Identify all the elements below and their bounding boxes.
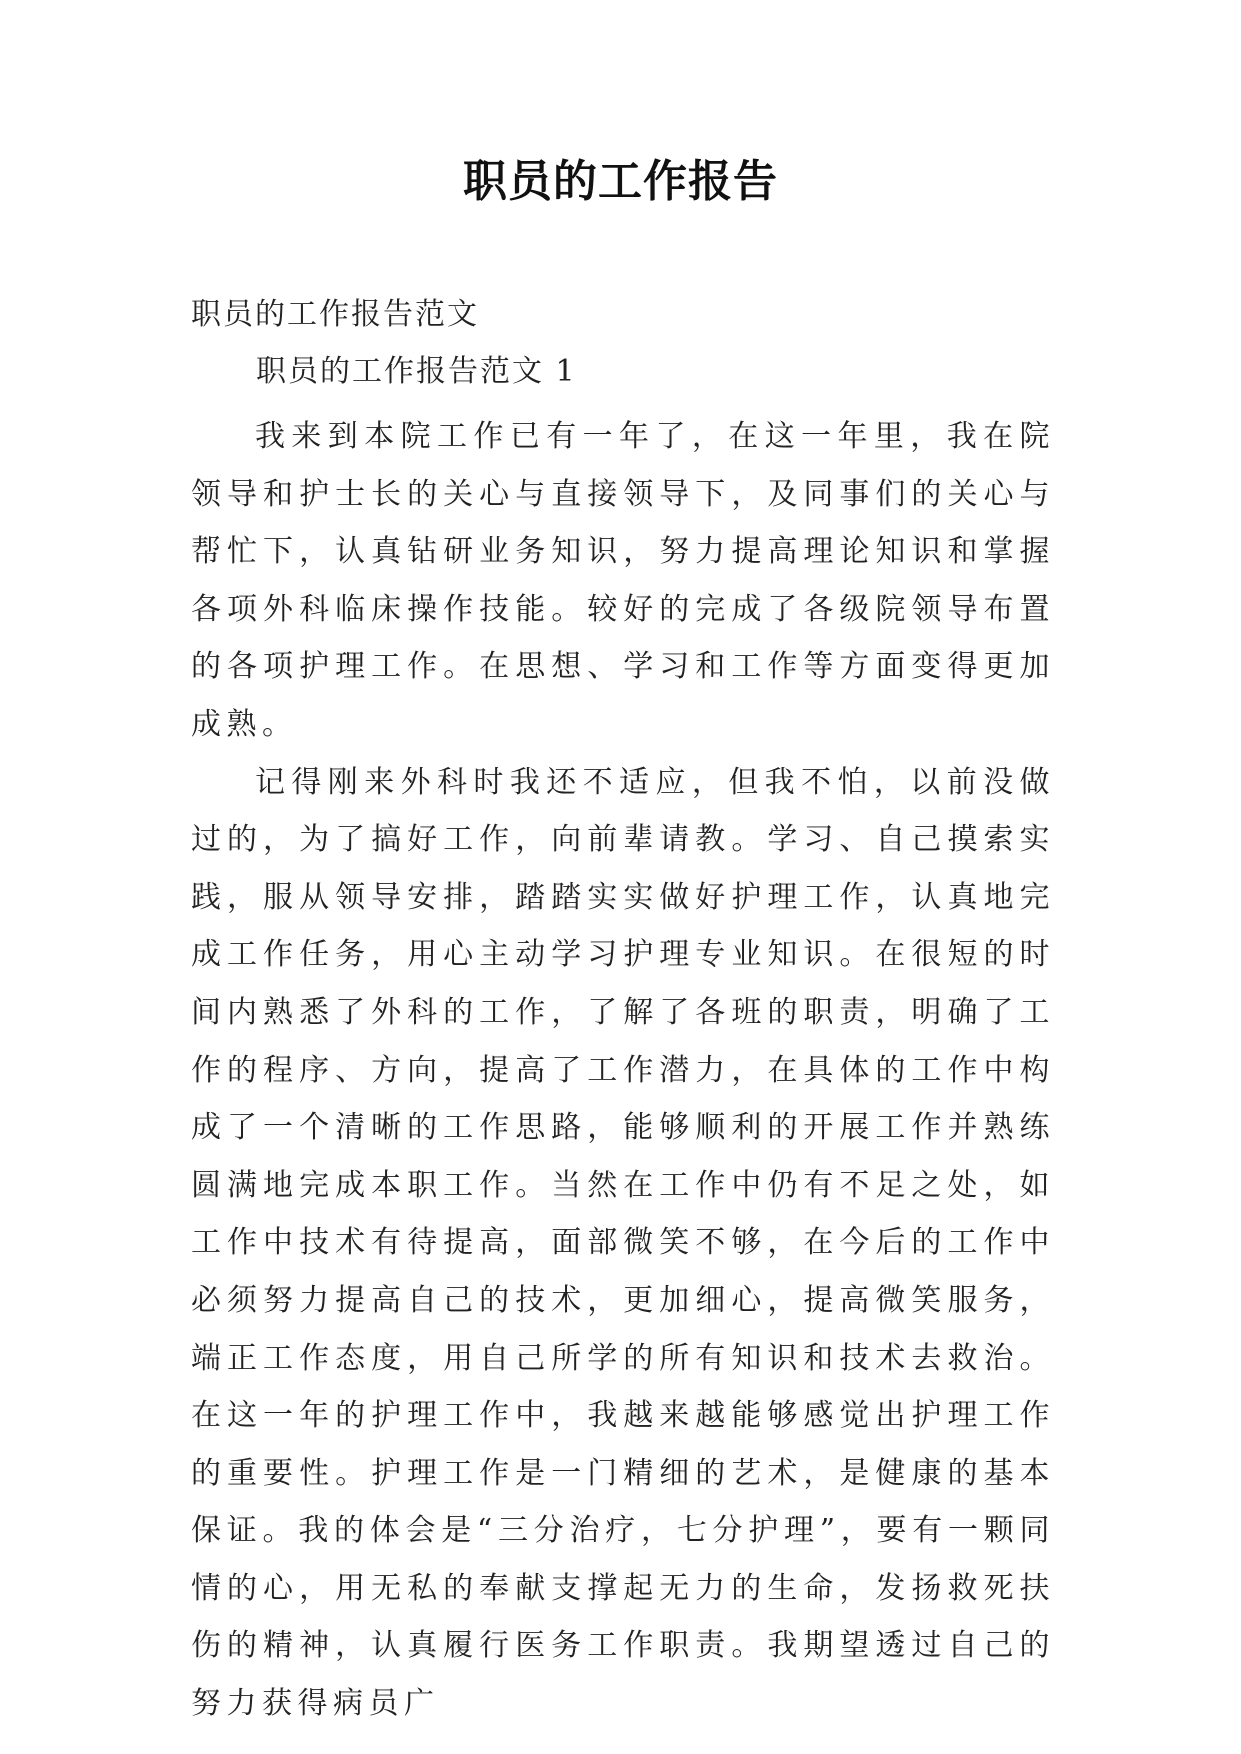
body-paragraph-1: 我来到本院工作已有一年了，在这一年里，我在院领导和护士长的关心与直接领导下，及同事们的关心与帮忙下，认真钻研业务知识，努力提高理论知识和掌握各项外科临床操作技能。较好的完成了各级院领导布置的各项护理工作。在思想、学习和工作等方面变得更加成熟。 bbox=[191, 419, 1055, 742]
body-paragraph-2: 记得刚来外科时我还不适应，但我不怕，以前没做过的，为了搞好工作，向前辈请教。学习、自己摸索实践，服从领导安排，踏踏实实做好护理工作，认真地完成工作任务，用心主动学习护理专业知识。在很短的时间内熟悉了外科的工作，了解了各班的职责，明确了工作的程序、方向，提高了工作潜力，在具体的工作中构成了一个清晰的工作思路，能够顺利的开展工作并熟练圆满地完成本职工作。当然在工作中仍有不足之处，如工作中技术有待提高，面部微笑不够，在今后的工作中必须努力提高自己的技术，更加细心，提高微笑服务，端正工作态度，用自己所学的所有知识和技术去救治。在这一年的护理工作中，我越来越能够感觉出护理工作的重要性。护理工作是一门精细的艺术，是健康的基本保证。我的体会是“三分治疗，七分护理”，要有一颗同情的心，用无私的奉献支撑起无力的生命，发扬救死扶伤的精神，认真履行医务工作职责。我期望透过自己的努力获得病员广 bbox=[191, 764, 1055, 1722]
section-heading: 职员的工作报告范文 1 bbox=[256, 354, 577, 389]
document-subtitle: 职员的工作报告范文 bbox=[191, 297, 479, 332]
document-title: 职员的工作报告 bbox=[463, 156, 778, 207]
document-body bbox=[191, 408, 1055, 1733]
